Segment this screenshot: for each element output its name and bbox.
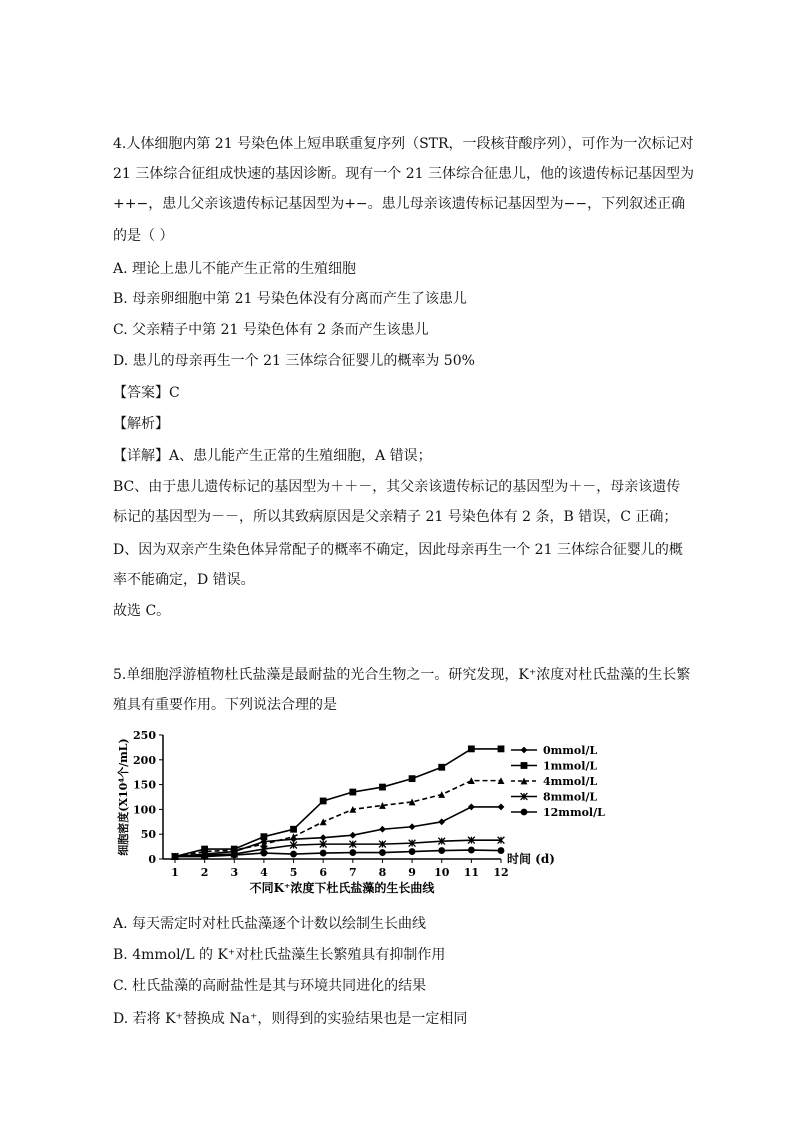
q4-stem-line-2: 21 三体综合征组成快速的基因诊断。现有一个 21 三体综合征患儿，他的该遗传标记基因型为	[113, 166, 694, 182]
y-tick-label: 200	[133, 753, 156, 767]
q4-analysis-line-4: D、因为双亲产生染色体异常配子的概率不确定，因此母亲再生一个 21 三体综合征婴儿的概	[113, 542, 683, 558]
legend-label: 8mmol/L	[543, 790, 598, 804]
data-point	[379, 849, 386, 856]
legend-label: 4mmol/L	[543, 775, 598, 788]
y-tick-label: 0	[148, 853, 156, 866]
legend-marker	[521, 762, 528, 769]
q4-stem-line-3: ++−，患儿父亲该遗传标记基因型为+−。患儿母亲该遗传标记基因型为−−，下列叙述正确	[113, 196, 686, 212]
y-tick-label: 100	[133, 803, 156, 817]
data-point	[290, 826, 297, 833]
legend-marker	[521, 747, 528, 754]
data-point	[349, 849, 356, 856]
q4-analysis-heading: 【解析】	[113, 416, 169, 432]
x-tick-label: 7	[348, 866, 357, 879]
chart-title: 不同K⁺浓度下杜氏盐藻的生长曲线	[249, 881, 435, 895]
legend-marker	[521, 809, 528, 816]
data-point	[438, 847, 445, 854]
data-point	[409, 848, 416, 855]
q5-option-a: A. 每天需定时对杜氏盐藻逐个计数以绘制生长曲线	[113, 916, 427, 932]
x-tick-label: 3	[230, 866, 239, 879]
data-point	[320, 850, 327, 857]
legend-label: 0mmol/L	[543, 744, 598, 757]
data-point	[231, 852, 238, 859]
data-point	[468, 745, 475, 752]
x-tick-label: 11	[463, 866, 480, 879]
q4-analysis-line-6: 故选 C。	[113, 603, 171, 619]
y-tick-label: 150	[133, 778, 156, 792]
q4-analysis-line-2: BC、由于患儿遗传标记的基因型为＋＋－，其父亲该遗传标记的基因型为＋－，母亲该遗传	[113, 479, 681, 495]
data-point	[349, 832, 356, 839]
data-point	[320, 798, 327, 805]
data-point	[349, 789, 356, 796]
data-point	[409, 775, 416, 782]
x-tick-label: 5	[289, 866, 298, 879]
data-point	[468, 847, 475, 854]
q5-option-d: D. 若将 K⁺替换成 Na⁺，则得到的实验结果也是一定相同	[113, 1011, 468, 1027]
legend-label: 12mmol/L	[543, 806, 605, 819]
q5-option-b: B. 4mmol/L 的 K⁺对杜氏盐藻生长繁殖具有抑制作用	[113, 947, 446, 963]
data-point	[261, 833, 268, 840]
x-tick-label: 4	[260, 866, 268, 879]
q5-stem-line-1: 5.单细胞浮游植物杜氏盐藻是最耐盐的光合生物之一。研究发现，K⁺浓度对杜氏盐藻的生长繁	[113, 667, 691, 683]
q4-option-d: D. 患儿的母亲再生一个 21 三体综合征婴儿的概率为 50%	[113, 353, 475, 369]
x-axis-label: 时间 (d)	[507, 852, 555, 866]
data-point	[261, 850, 268, 857]
data-point	[379, 826, 386, 833]
q4-option-b: B. 母亲卵细胞中第 21 号染色体没有分离而产生了该患儿	[113, 291, 467, 307]
data-point	[172, 853, 179, 860]
x-tick-label: 6	[319, 866, 328, 879]
data-point	[438, 818, 445, 825]
y-tick-label: 250	[133, 729, 156, 742]
data-point	[468, 777, 475, 784]
legend-label: 1mmol/L	[543, 759, 598, 773]
growth-curve-chart	[113, 724, 613, 896]
data-point	[290, 833, 297, 840]
growth-curve-svg	[113, 724, 613, 896]
q4-answer: 【答案】C	[113, 385, 180, 401]
y-axis-label: 细胞密度(X10⁴个/mL)	[117, 738, 130, 856]
q5-stem-line-2: 殖具有重要作用。下列说法合理的是	[113, 697, 337, 713]
q4-analysis-line-3: 标记的基因型为－－，所以其致病原因是父亲精子 21 号染色体有 2 条，B 错误，C 正确；	[113, 509, 678, 525]
data-point	[498, 804, 505, 811]
data-point	[468, 804, 475, 811]
q4-option-c: C. 父亲精子中第 21 号染色体有 2 条而产生该患儿	[113, 322, 429, 338]
data-point	[409, 823, 416, 830]
data-point	[320, 834, 327, 841]
x-tick-label: 1	[171, 866, 179, 879]
q4-stem-line-4: 的是（ ）	[113, 228, 174, 244]
q5-option-c: C. 杜氏盐藻的高耐盐性是其与环境共同进化的结果	[113, 978, 427, 994]
data-point	[290, 851, 297, 858]
x-tick-label: 10	[434, 866, 450, 879]
data-point	[379, 784, 386, 791]
x-tick-label: 2	[200, 866, 209, 879]
data-point	[201, 853, 208, 860]
data-point	[498, 847, 505, 854]
data-point	[438, 764, 445, 771]
x-tick-label: 9	[408, 866, 416, 879]
data-point	[498, 745, 505, 752]
x-tick-label: 8	[378, 866, 387, 879]
series-line-3	[175, 781, 501, 857]
q4-analysis-line-5: 率不能确定，D 错误。	[113, 572, 255, 588]
data-point	[320, 818, 327, 825]
x-tick-label: 12	[493, 866, 509, 879]
y-tick-label: 50	[140, 828, 156, 842]
q4-option-a: A. 理论上患儿不能产生正常的生殖细胞	[113, 261, 357, 277]
q4-analysis-line-1: 【详解】A、患儿能产生正常的生殖细胞，A 错误；	[113, 448, 432, 464]
q4-stem-line-1: 4.人体细胞内第 21 号染色体上短串联重复序列（STR，一段核苷酸序列），可作为一次标记对	[113, 136, 694, 152]
